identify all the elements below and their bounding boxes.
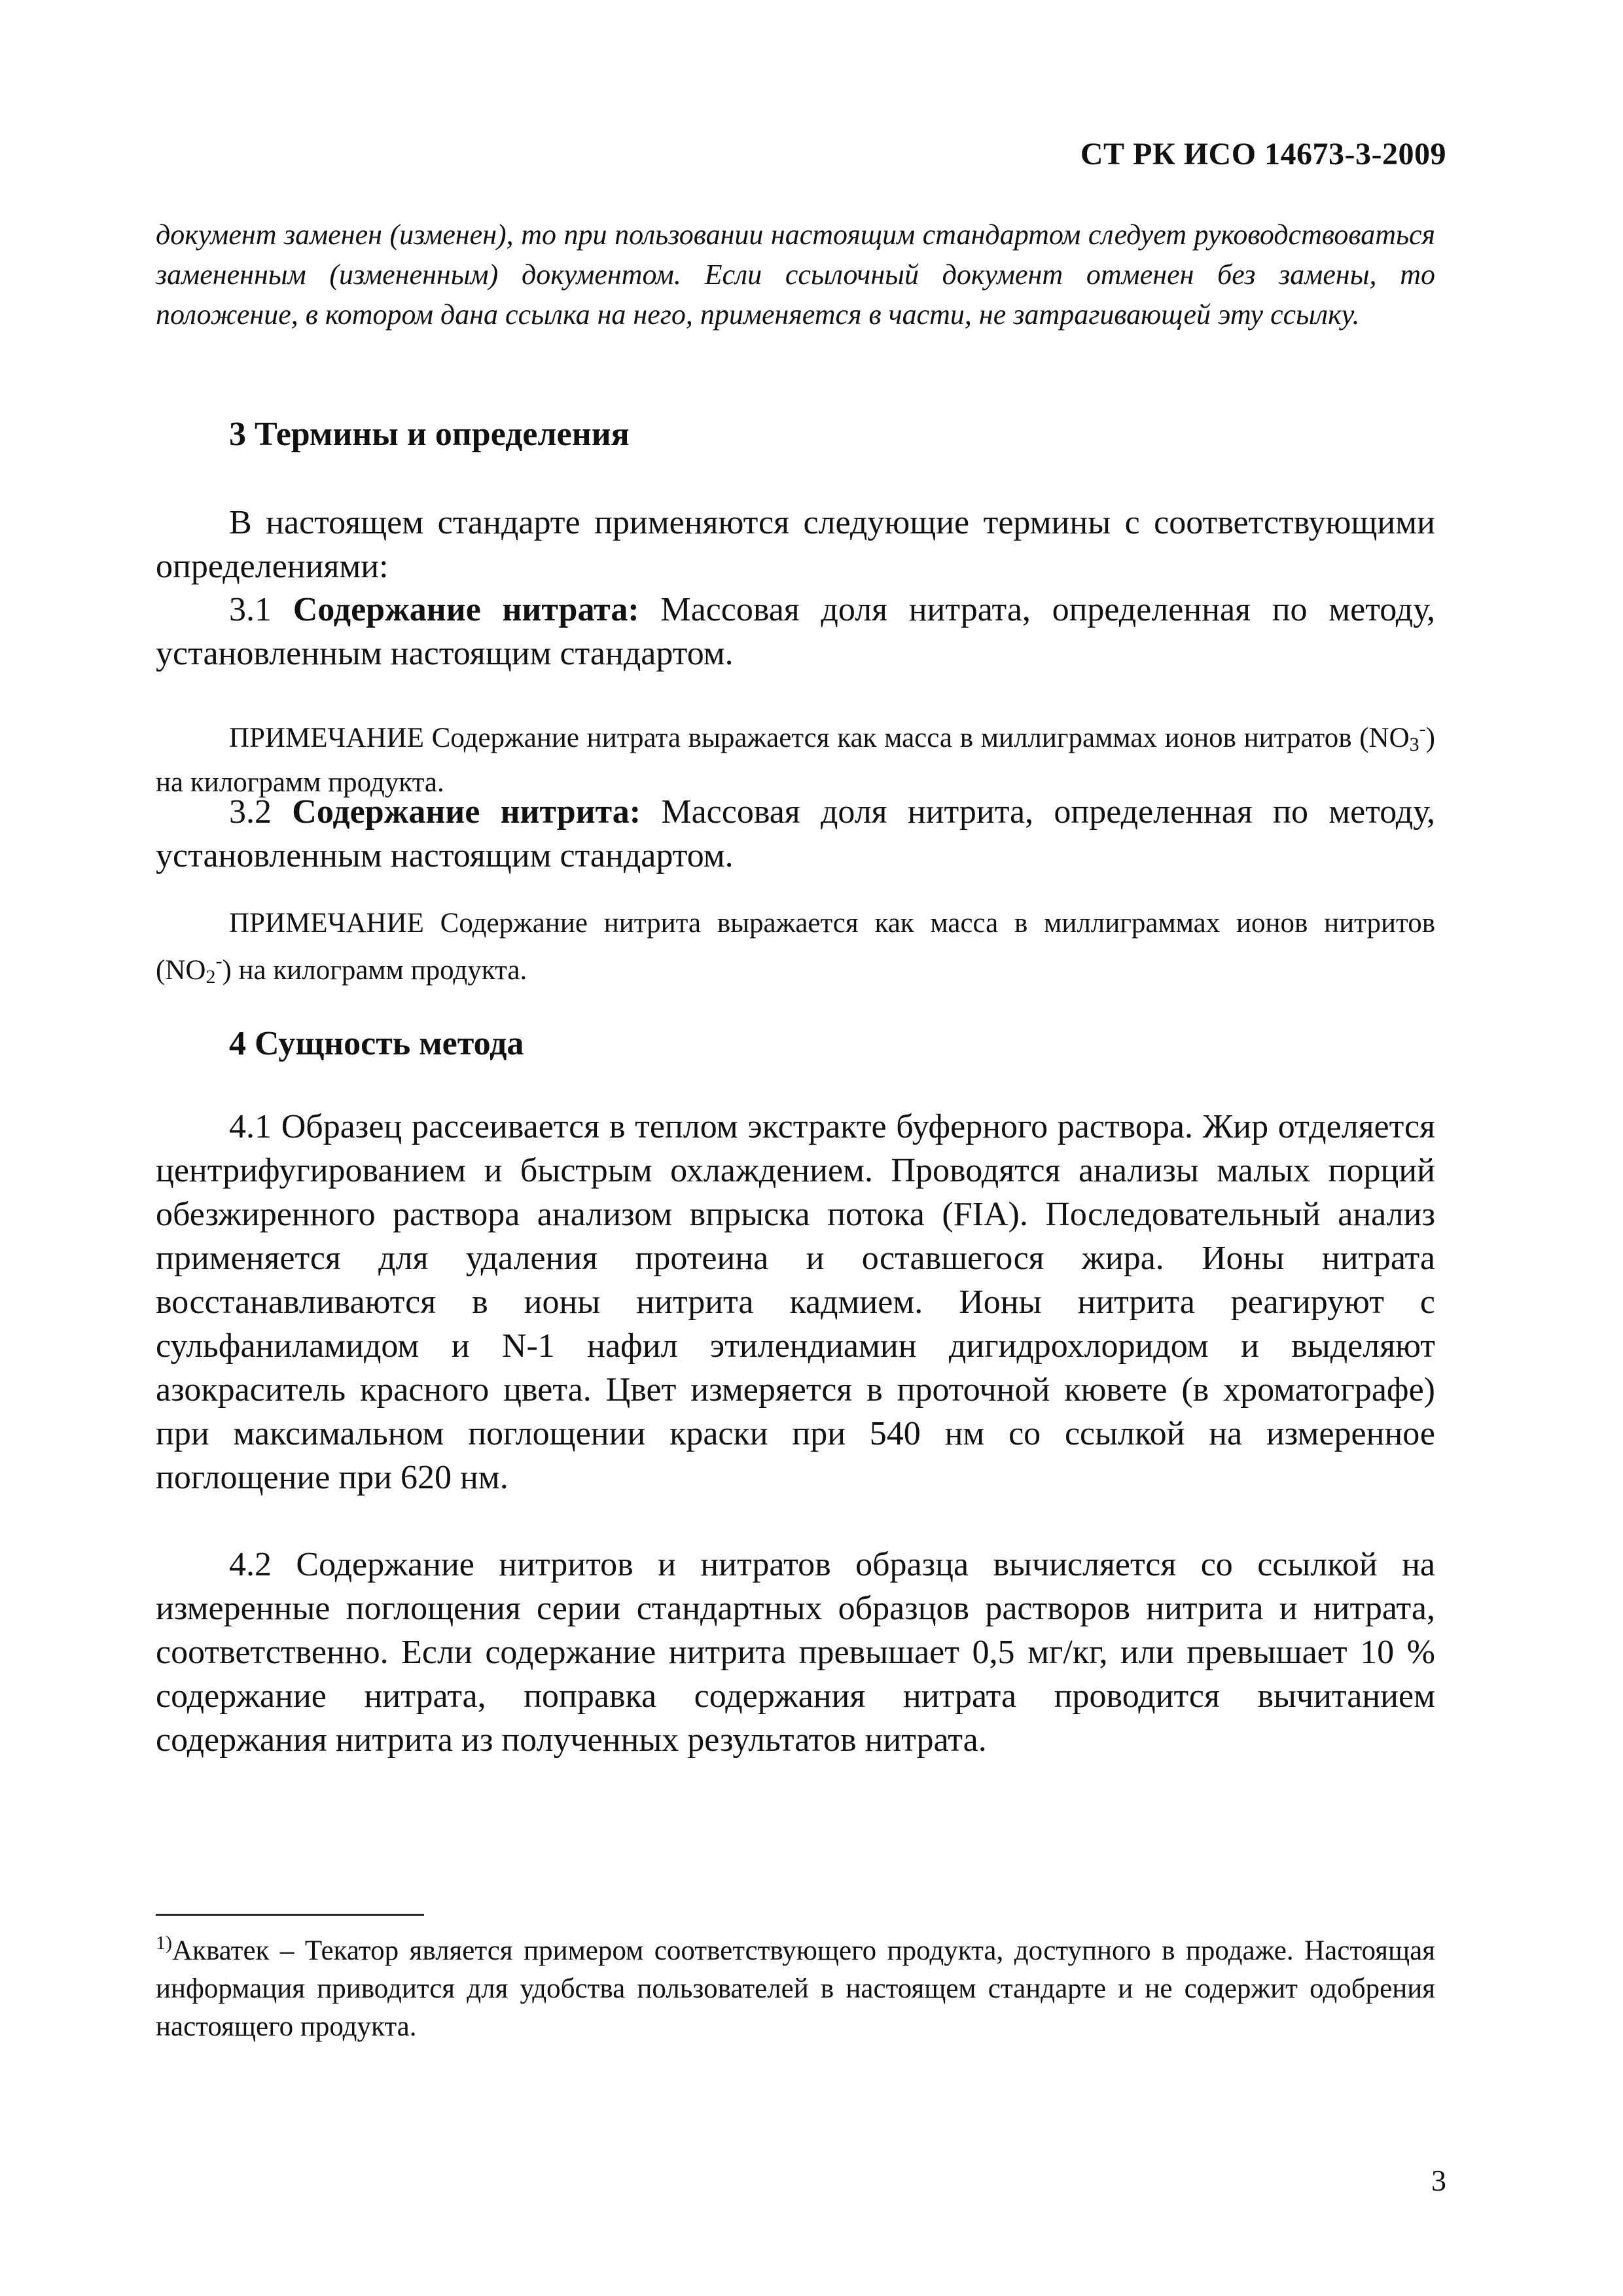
intro-paragraph: документ заменен (изменен), то при пользовании настоящим стандартом следует руководствоваться замененным (измененным) документом. Если ссылочный документ отменен без замены, то положение, в котором дана ссылка на него, применяется в части, не затрагивающей эту ссылку.	[156, 219, 1435, 331]
footnote-marker: 1)	[156, 1932, 172, 1954]
paragraph-4-2: 4.2 Содержание нитритов и нитратов образца вычисляется со ссылкой на измеренные поглощения серии стандартных образцов растворов нитрита и нитрата, соответственно. Если содержание нитрита превышает 0,5 мг/кг, или превышает 10 % содержание нитрата, поправка содержания нитрата проводится вычитанием содержания нитрита из полученных результатов нитрата.	[156, 1546, 1435, 1759]
definition-3-1-text: Массовая доля нитрата, определенная по методу, установленным настоящим стандартом.	[156, 591, 1436, 672]
definition-3-2-term: Содержание нитрита:	[292, 793, 641, 831]
section-3-intro: В настоящем стандарте применяются следующие термины с соответствующими определениями:	[156, 504, 1435, 585]
note-nitrate-superscript: -	[1419, 718, 1426, 740]
page-number: 3	[1431, 2164, 1446, 2197]
definition-3-2-text: Массовая доля нитрита, определенная по методу, установленным настоящим стандартом.	[156, 793, 1435, 874]
note-nitrite-text-before: ПРИМЕЧАНИЕ Содержание нитрита выражается как масса в миллиграммах ионов нитритов (NO	[156, 908, 1435, 986]
note-nitrite-superscript: -	[215, 950, 223, 972]
note-nitrate-text-after: ) на килограмм продукта.	[156, 723, 1435, 798]
definition-3-2-number: 3.2	[229, 793, 272, 831]
note-nitrate	[156, 710, 1435, 802]
document-code-header: СТ РК ИСО 14673-3-2009	[1080, 137, 1446, 171]
footnote-text: Акватек – Текатор является примером соответствующего продукта, доступного в продаже. Настоящая информация приводится для удобства пользователей в настоящем стандарте и не содержит одобрения настоящего продукта.	[156, 1935, 1435, 2042]
definition-3-1-number: 3.1	[229, 591, 272, 628]
footnote-separator	[156, 1914, 424, 1916]
definition-3-1	[156, 588, 1435, 675]
footnote	[156, 1924, 1435, 2046]
note-nitrite-subscript: 2	[205, 966, 216, 988]
note-nitrite	[156, 905, 1435, 996]
note-nitrite-text-after: ) на килограмм продукта.	[222, 955, 527, 986]
note-nitrate-text-before: ПРИМЕЧАНИЕ Содержание нитрата выражается как масса в миллиграммах ионов нитратов (NO	[229, 723, 1410, 753]
definition-3-1-term: Содержание нитрата:	[293, 591, 639, 628]
note-nitrate-subscript: 3	[1409, 734, 1419, 755]
section-3-heading: 3 Термины и определения	[229, 416, 630, 453]
definition-3-2	[156, 790, 1435, 878]
paragraph-4-1: 4.1 Образец рассеивается в теплом экстракте буферного раствора. Жир отделяется центрифугированием и быстрым охлаждением. Проводятся анализы малых порций обезжиренного раствора анализом впрыска потока (FIA). Последовательный анализ применяется для удаления протеина и оставшегося жира. Ионы нитрата восстанавливаются в ионы нитрита кадмием. Ионы нитрита реагируют с сульфаниламидом и N-1 нафил этилендиамин дигидрохлоридом и выделяют азокраситель красного цвета. Цвет измеряется в проточной кювете (в хроматографе) при максимальном поглощении краски при 540 нм со ссылкой на измеренное поглощение при 620 нм.	[156, 1108, 1435, 1496]
section-4-heading: 4 Сущность метода	[229, 1025, 524, 1062]
